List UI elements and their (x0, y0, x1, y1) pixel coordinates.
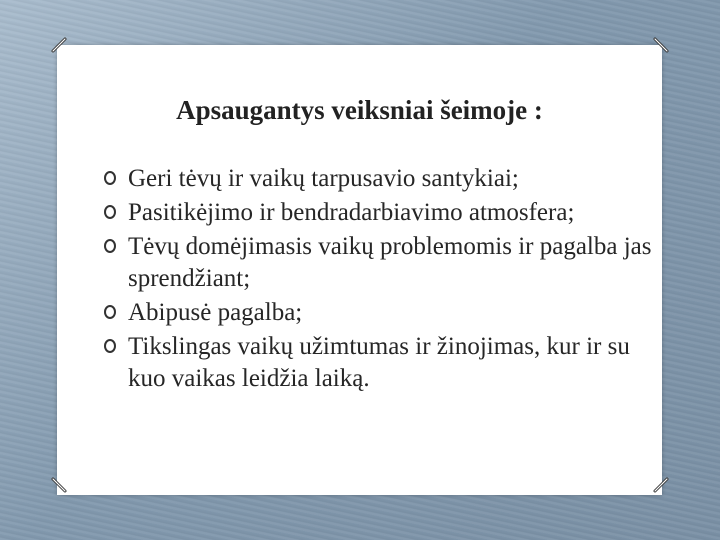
slide-title: Apsaugantys veiksniai šeimoje : (176, 95, 543, 125)
list-item (100, 231, 660, 295)
bullet-list (100, 163, 660, 397)
circle-bullet-icon (104, 339, 116, 353)
circle-bullet-icon (104, 171, 116, 185)
list-item-text: Tėvų domėjimasis vaikų problemomis ir pagalba jas sprendžiant; (128, 233, 652, 292)
list-item-text: Abipusė pagalba; (128, 299, 303, 326)
pushpin-icon (48, 34, 70, 56)
list-item (100, 331, 660, 395)
list-item-text: Geri tėvų ir vaikų tarpusavio santykiai; (128, 165, 519, 192)
pushpin-icon (48, 474, 70, 496)
list-item (100, 197, 660, 229)
circle-bullet-icon (104, 305, 116, 319)
list-item-text: Tikslingas vaikų užimtumas ir žinojimas, kur ir su kuo vaikas leidžia laiką. (128, 333, 630, 392)
list-item (100, 163, 660, 195)
pushpin-icon (650, 474, 672, 496)
pushpin-icon (650, 34, 672, 56)
list-item (100, 297, 660, 329)
circle-bullet-icon (104, 239, 116, 253)
list-item-text: Pasitikėjimo ir bendradarbiavimo atmosfera; (128, 199, 575, 226)
circle-bullet-icon (104, 205, 116, 219)
